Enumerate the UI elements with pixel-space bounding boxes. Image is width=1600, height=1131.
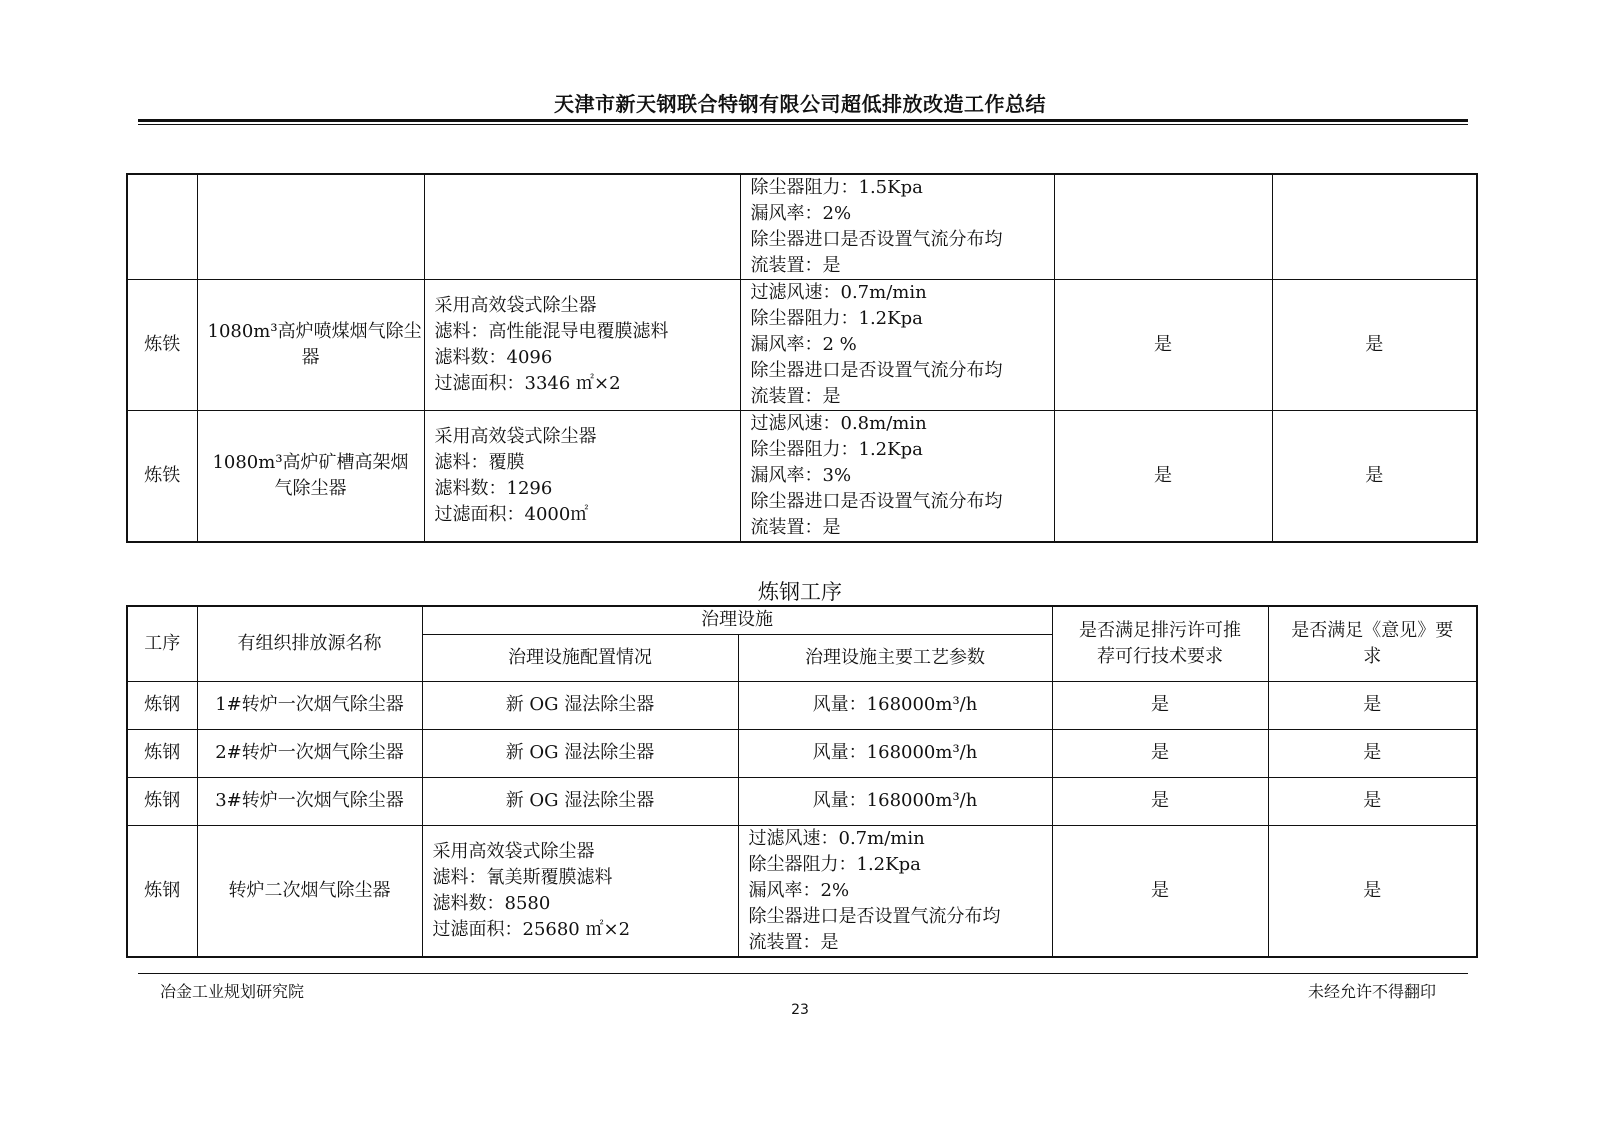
config-line: 过滤面积：4000㎡ <box>434 504 589 525</box>
params-line: 除尘器进口是否设置气流分布均 <box>748 905 1001 927</box>
params-line: 除尘器阻力：1.5Kpa <box>750 177 923 198</box>
opinion-cell: 是 <box>1272 280 1477 411</box>
table-row <box>127 681 1477 729</box>
params-cell <box>740 280 1054 411</box>
opinion-cell <box>1272 174 1477 280</box>
params-line: 过滤风速：0.8m/min <box>750 413 927 434</box>
config-line: 采用高效袋式除尘器 <box>434 295 597 316</box>
header-permit <box>1052 606 1268 681</box>
permit-cell: 是 <box>1052 777 1268 825</box>
params-line: 流装置：是 <box>750 255 841 276</box>
params-line: 漏风率：2 % <box>750 334 857 355</box>
source-line: 器 <box>301 347 320 368</box>
opinion-cell: 是 <box>1268 777 1477 825</box>
permit-cell: 是 <box>1054 280 1272 411</box>
table-row <box>127 411 1477 543</box>
table-row <box>127 729 1477 777</box>
stage-cell <box>127 174 197 280</box>
config-line: 滤料数：8580 <box>432 892 551 914</box>
permit-cell <box>1054 174 1272 280</box>
stage-cell: 炼铁 <box>127 280 197 411</box>
params-line: 除尘器阻力：1.2Kpa <box>748 853 921 875</box>
table-row <box>127 174 1477 280</box>
params-line: 漏风率：3% <box>750 465 852 486</box>
config-line: 滤料：高性能混导电覆膜滤料 <box>434 321 669 342</box>
ironmaking-continuation-table <box>126 173 1478 543</box>
table-row <box>127 777 1477 825</box>
section-title-steelmaking: 炼钢工序 <box>758 580 842 604</box>
source-cell <box>197 280 424 411</box>
source-cell <box>197 174 424 280</box>
permit-cell: 是 <box>1052 825 1268 957</box>
config-cell <box>424 280 740 411</box>
table-header-row <box>127 606 1477 634</box>
config-line: 过滤面积：25680 ㎡×2 <box>432 918 631 940</box>
table-row <box>127 280 1477 411</box>
opinion-cell: 是 <box>1268 729 1477 777</box>
params-line: 除尘器进口是否设置气流分布均 <box>750 360 1003 381</box>
permit-cell: 是 <box>1052 681 1268 729</box>
source-line: 气除尘器 <box>274 478 347 499</box>
source-line: 1080m³高炉喷煤烟气除尘 <box>207 321 422 342</box>
opinion-cell: 是 <box>1268 681 1477 729</box>
header-permit-line: 荐可行技术要求 <box>1097 645 1223 667</box>
document-header-title: 天津市新天钢联合特钢有限公司超低排放改造工作总结 <box>554 92 1046 116</box>
source-cell: 转炉二次烟气除尘器 <box>197 825 422 957</box>
source-cell: 1#转炉一次烟气除尘器 <box>197 681 422 729</box>
header-params: 治理设施主要工艺参数 <box>738 634 1052 681</box>
params-line: 除尘器阻力：1.2Kpa <box>750 308 923 329</box>
stage-cell: 炼钢 <box>127 681 197 729</box>
params-cell <box>740 411 1054 543</box>
header-opinion <box>1268 606 1477 681</box>
params-cell <box>740 174 1054 280</box>
config-cell <box>422 825 738 957</box>
params-line: 漏风率：2% <box>750 203 852 224</box>
config-line: 滤料：氰美斯覆膜滤料 <box>432 866 613 888</box>
params-line: 除尘器进口是否设置气流分布均 <box>750 229 1003 250</box>
config-cell <box>424 174 740 280</box>
header-source: 有组织排放源名称 <box>197 606 422 681</box>
config-line: 滤料数：1296 <box>434 478 553 499</box>
config-cell: 新 OG 湿法除尘器 <box>422 729 738 777</box>
config-cell: 新 OG 湿法除尘器 <box>422 777 738 825</box>
stage-cell: 炼钢 <box>127 777 197 825</box>
config-cell <box>424 411 740 543</box>
permit-cell: 是 <box>1052 729 1268 777</box>
footer-copyright-note: 未经允许不得翻印 <box>1308 982 1437 1001</box>
header-opinion-line: 是否满足《意见》要 <box>1291 619 1454 641</box>
stage-cell: 炼钢 <box>127 729 197 777</box>
params-line: 除尘器进口是否设置气流分布均 <box>750 491 1003 512</box>
config-line: 采用高效袋式除尘器 <box>434 426 597 447</box>
params-line: 过滤风速：0.7m/min <box>750 282 927 303</box>
header-stage: 工序 <box>127 606 197 681</box>
params-cell: 风量：168000m³/h <box>738 777 1052 825</box>
header-rule-thick <box>138 119 1468 122</box>
params-cell: 风量：168000m³/h <box>738 681 1052 729</box>
source-cell: 2#转炉一次烟气除尘器 <box>197 729 422 777</box>
permit-cell: 是 <box>1054 411 1272 543</box>
page-number: 23 <box>791 1002 809 1018</box>
table-row <box>127 825 1477 957</box>
config-line: 采用高效袋式除尘器 <box>432 840 595 862</box>
config-cell: 新 OG 湿法除尘器 <box>422 681 738 729</box>
opinion-cell: 是 <box>1268 825 1477 957</box>
params-line: 流装置：是 <box>748 931 839 953</box>
source-cell <box>197 411 424 543</box>
params-line: 流装置：是 <box>750 517 841 538</box>
header-rule-thin <box>138 124 1468 125</box>
params-line: 漏风率：2% <box>748 879 850 901</box>
source-line: 1080m³高炉矿槽高架烟 <box>212 452 409 473</box>
config-line: 滤料数：4096 <box>434 347 553 368</box>
params-line: 过滤风速：0.7m/min <box>748 827 925 849</box>
params-cell <box>738 825 1052 957</box>
source-cell: 3#转炉一次烟气除尘器 <box>197 777 422 825</box>
footer-institute: 冶金工业规划研究院 <box>160 982 305 1001</box>
config-line: 滤料：覆膜 <box>434 452 525 473</box>
stage-cell: 炼钢 <box>127 825 197 957</box>
config-line: 过滤面积：3346 ㎡×2 <box>434 373 621 394</box>
header-config: 治理设施配置情况 <box>422 634 738 681</box>
params-line: 除尘器阻力：1.2Kpa <box>750 439 923 460</box>
header-permit-line: 是否满足排污许可推 <box>1079 619 1241 641</box>
header-opinion-line: 求 <box>1363 645 1382 667</box>
header-facility: 治理设施 <box>422 606 1052 634</box>
steelmaking-table <box>126 605 1478 958</box>
params-cell: 风量：168000m³/h <box>738 729 1052 777</box>
opinion-cell: 是 <box>1272 411 1477 543</box>
footer-rule <box>138 973 1468 974</box>
params-line: 流装置：是 <box>750 386 841 407</box>
stage-cell: 炼铁 <box>127 411 197 543</box>
